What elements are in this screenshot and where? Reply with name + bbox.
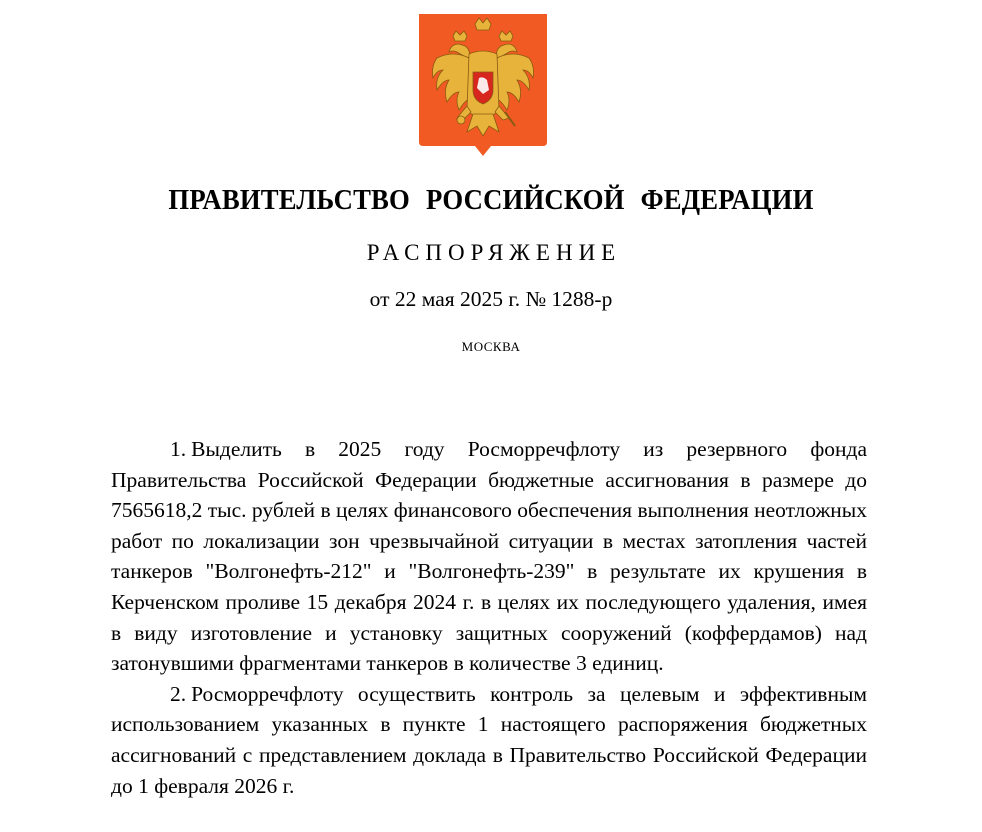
document-body	[111, 434, 867, 801]
paragraph-text: Выделить в 2025 году Росморречфлоту из резервного фонда Правительства Российской Федерации бюджетные ассигнования в размере до 7565618,2 тыс. рублей в целях финансового обеспечения выполнения неотложных работ по локализации зон чрезвычайной ситуации в местах затопления частей танкеров "Волгонефть-212" и "Волгонефть-239" в результате их крушения в Керченском проливе 15 декабря 2024 г. в целях их последующего удаления, имея в виду изготовление и установку защитных сооружений (коффердамов) над затонувшими фрагментами танкеров в количестве 3 единиц.	[111, 437, 867, 676]
government-title: ПРАВИТЕЛЬСТВО РОССИЙСКОЙ ФЕДЕРАЦИИ	[168, 184, 814, 216]
russian-coat-of-arms-icon	[419, 14, 547, 156]
paragraph-1	[111, 434, 867, 679]
document-date-number: от 22 мая 2025 г. № 1288-р	[369, 287, 613, 311]
paragraph-number: 2.	[170, 681, 187, 706]
document-type: РАСПОРЯЖЕНИЕ	[366, 240, 622, 265]
paragraph-text: Росморречфлоту осуществить контроль за целевым и эффективным использованием указанных в пункте 1 настоящего распоряжения бюджетных ассигнований с представлением доклада в Правительство Российской Федерации до 1 февраля 2026 г.	[111, 681, 867, 798]
paragraph-number: 1.	[170, 437, 187, 461]
document-city: МОСКВА	[461, 339, 521, 354]
paragraph-2	[111, 679, 867, 801]
